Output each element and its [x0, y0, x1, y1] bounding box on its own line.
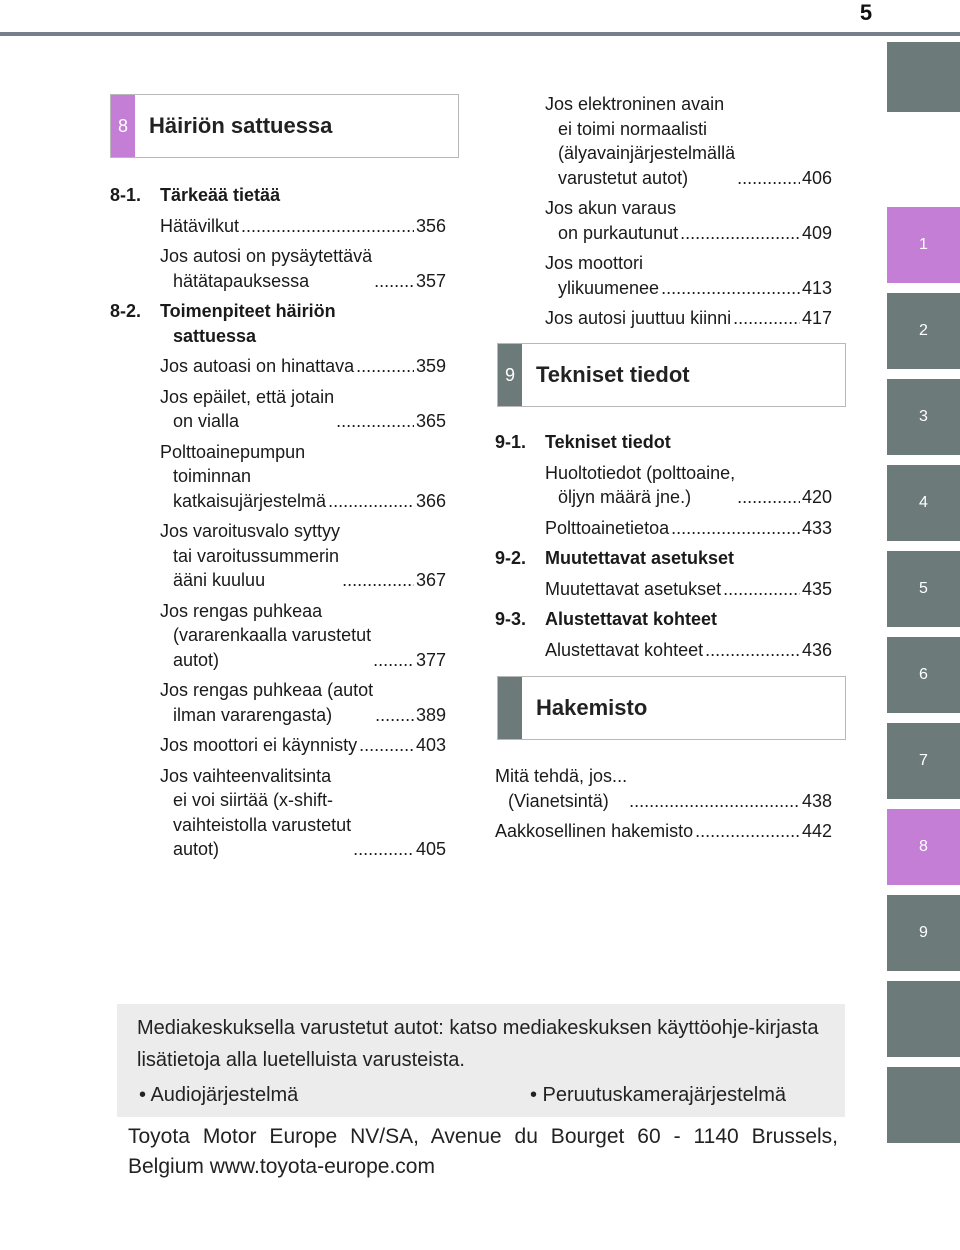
toc-entry-text: Jos autosi on pysäytettävä hätätapauksessa	[160, 246, 373, 291]
index-header	[497, 676, 846, 740]
section-9-title: Tekniset tiedot	[536, 362, 690, 387]
chapter-number: 9-1.	[495, 432, 527, 452]
toc-entry-text: Alustettavat kohteet	[545, 639, 704, 660]
dot-leader	[342, 568, 414, 593]
toc-page-number: 442	[801, 821, 832, 841]
chapter-heading	[495, 430, 832, 455]
toc-page-number: 389	[415, 704, 446, 725]
toc-page-number: 417	[801, 308, 832, 328]
toc-entry-text: Jos autosi juuttuu kiinni	[545, 308, 732, 328]
dot-leader	[336, 409, 414, 434]
toc-entry-text: Muutettavat asetukset	[545, 578, 722, 599]
chapter-heading	[495, 546, 832, 571]
toc-page-number: 365	[415, 411, 446, 431]
chapter-tab-5[interactable]: 5	[887, 551, 960, 627]
toc-entry[interactable]	[110, 733, 446, 758]
blank-tab[interactable]	[887, 981, 960, 1057]
chapter-number: 8-1.	[110, 185, 142, 205]
dot-leader	[353, 837, 414, 862]
index-title: Hakemisto	[536, 695, 648, 720]
chapter-number: 8-2.	[110, 301, 142, 321]
toc-entry-text: Polttoainetietoa	[545, 517, 670, 538]
section-8-title: Häiriön sattuessa	[149, 113, 333, 138]
toc-page-number: 403	[415, 735, 446, 755]
toc-entry-text: Jos varoitusvalo syttyy tai varoitussummerin ääni kuuluu	[160, 521, 341, 590]
blank-tab[interactable]	[887, 42, 960, 112]
section-8-header	[110, 94, 459, 158]
dot-leader	[661, 276, 800, 301]
toc-entry[interactable]	[545, 251, 832, 300]
chapter-title: Muutettavat asetukset	[545, 548, 735, 568]
toc-page-number: 377	[415, 649, 446, 670]
chapter-number: 9-2.	[495, 548, 527, 568]
toc-entry[interactable]	[110, 440, 446, 514]
header-rule	[0, 32, 960, 36]
toc-entry[interactable]	[495, 764, 832, 813]
footer-address: Toyota Motor Europe NV/SA, Avenue du Bourget 60 - 1140 Brussels, Belgium www.toyota-europe.com	[128, 1125, 838, 1178]
dot-leader	[375, 703, 414, 728]
dot-leader	[671, 516, 800, 541]
toc-entry-text: Aakkosellinen hakemisto	[495, 821, 694, 841]
toc-entry[interactable]	[495, 577, 832, 602]
toc-entry[interactable]	[110, 764, 446, 862]
info-bullet-audio: • Audiojärjestelmä	[139, 1084, 299, 1106]
toc-page-number: 405	[415, 839, 446, 859]
toc-entry[interactable]	[495, 516, 832, 541]
dot-leader	[737, 485, 800, 510]
info-bullet-camera: • Peruutuskamerajärjestelmä	[530, 1084, 786, 1106]
chapter-number: 9-3.	[495, 609, 527, 629]
chapter-heading	[110, 183, 446, 208]
toc-entry-text: Jos autoasi on hinattava	[160, 356, 355, 376]
toc-entry-text: Jos rengas puhkeaa (autot ilman vararengasta)	[160, 680, 374, 725]
index-marker	[498, 677, 522, 739]
dot-leader	[695, 819, 800, 844]
toc-entry[interactable]	[110, 354, 446, 379]
toc-entry-text: Polttoainepumpun toiminnan katkaisujärjestelmä	[160, 441, 327, 511]
toc-page-number: 409	[801, 222, 832, 243]
toc-entry[interactable]	[110, 385, 446, 434]
toc-page-number: 357	[415, 270, 446, 291]
chapter-title: Toimenpiteet häiriön sattuessa	[160, 301, 336, 346]
chapter-tab-4[interactable]: 4	[887, 465, 960, 541]
toc-entry-text: Jos akun varaus on purkautunut	[545, 198, 679, 243]
dot-leader	[241, 214, 414, 239]
dot-leader	[733, 306, 800, 331]
section-8-toc-continued	[545, 86, 832, 331]
toc-page-number: 438	[801, 790, 832, 811]
toc-entry[interactable]	[495, 819, 832, 844]
section-8-number: 8	[111, 95, 135, 157]
toc-page-number: 420	[801, 487, 832, 507]
toc-page-number: 359	[415, 356, 446, 376]
dot-leader	[737, 166, 800, 191]
section-9-number: 9	[498, 344, 522, 406]
toc-entry-text: Jos vaihteenvalitsinta ei voi siirtää (x-shift- vaihteistolla varustetut autot)	[160, 765, 352, 859]
toc-entry-text: Jos moottori ei käynnisty	[160, 735, 358, 755]
toc-entry-text: Jos rengas puhkeaa (vararenkaalla varustetut autot)	[160, 600, 372, 670]
toc-entry[interactable]	[545, 306, 832, 331]
section-9-header	[497, 343, 846, 407]
chapter-tab-3[interactable]: 3	[887, 379, 960, 455]
toc-entry-text: Jos epäilet, että jotain on vialla	[160, 386, 335, 431]
toc-entry[interactable]	[110, 678, 446, 727]
toc-entry[interactable]	[110, 214, 446, 239]
chapter-title: Alustettavat kohteet	[545, 609, 718, 629]
dot-leader	[359, 733, 414, 758]
section-9-toc	[495, 424, 832, 662]
chapter-heading	[110, 299, 446, 348]
page-number: 5	[859, 0, 873, 25]
toc-entry[interactable]	[545, 196, 832, 245]
index-toc	[495, 758, 832, 844]
toc-page-number: 413	[801, 277, 832, 298]
toc-page-number: 435	[801, 578, 832, 599]
dot-leader	[328, 489, 414, 514]
chapter-tab-9[interactable]: 9	[887, 895, 960, 971]
toc-page-number: 406	[801, 167, 832, 188]
chapter-tab-6[interactable]: 6	[887, 637, 960, 713]
blank-tab[interactable]	[887, 1067, 960, 1143]
chapter-heading	[495, 607, 832, 632]
toc-entry[interactable]	[495, 461, 832, 510]
section-8-toc	[110, 177, 446, 862]
toc-entry-text: Mitä tehdä, jos... (Vianetsintä)	[495, 766, 628, 811]
chapter-tab-1[interactable]: 1	[887, 207, 960, 283]
toc-entry-text: Jos moottori ylikuumenee	[545, 253, 660, 298]
chapter-tab-8[interactable]: 8	[887, 809, 960, 885]
toc-entry[interactable]	[110, 244, 446, 293]
toc-entry[interactable]	[495, 638, 832, 663]
dot-leader	[629, 789, 800, 814]
toc-page-number: 356	[415, 215, 446, 236]
dot-leader	[356, 354, 414, 379]
toc-entry[interactable]	[110, 519, 446, 593]
toc-page-number: 436	[801, 639, 832, 660]
toc-entry-text: Jos elektroninen avain ei toimi normaalisti (älyavainjärjestelmällä varustetut autot)	[545, 94, 736, 188]
dot-leader	[373, 648, 414, 673]
dot-leader	[705, 638, 800, 663]
info-lead: Mediakeskuksella varustetut autot: katso mediakeskuksen käyttöohje-kirjasta lisätietoja alla luetelluista varusteista.	[137, 1017, 819, 1071]
toc-page-number: 367	[415, 570, 446, 590]
dot-leader	[723, 577, 800, 602]
toc-page-number: 366	[415, 490, 446, 511]
toc-entry-text: Hätävilkut	[160, 215, 240, 236]
toc-entry[interactable]	[545, 92, 832, 190]
toc-page-number: 433	[801, 517, 832, 538]
dot-leader	[680, 221, 800, 246]
toc-entry[interactable]	[110, 599, 446, 673]
dot-leader	[374, 269, 414, 294]
chapter-tab-7[interactable]: 7	[887, 723, 960, 799]
chapter-title: Tekniset tiedot	[545, 432, 671, 452]
chapter-tab-2[interactable]: 2	[887, 293, 960, 369]
chapter-title: Tärkeää tietää	[160, 185, 281, 205]
toc-entry-text: Huoltotiedot (polttoaine, öljyn määrä jne.)	[545, 462, 736, 507]
info-box	[117, 1004, 845, 1117]
